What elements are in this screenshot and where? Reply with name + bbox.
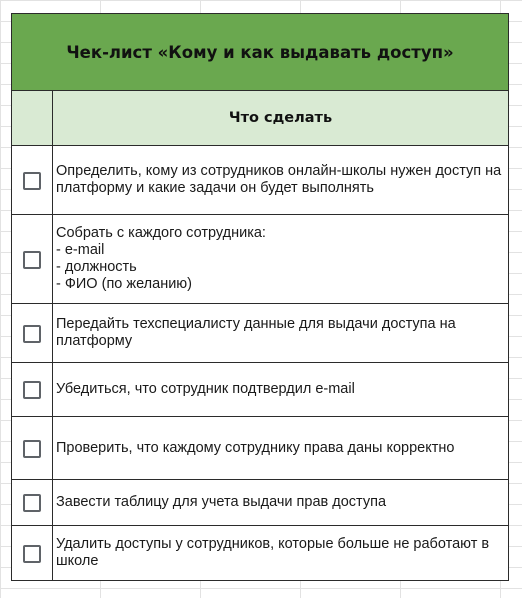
checkbox-cell[interactable] [12, 363, 53, 417]
checkbox[interactable] [23, 440, 41, 458]
task-row [12, 304, 509, 363]
checkbox[interactable] [23, 545, 41, 563]
task-row [12, 215, 509, 304]
checkbox-cell[interactable] [12, 480, 53, 526]
task-text[interactable]: Определить, кому из сотрудников онлайн-школы нужен доступ на платформу и какие задачи он будет выполнять [53, 146, 509, 215]
checkbox[interactable] [23, 251, 41, 269]
column-header[interactable]: Что сделать [53, 91, 509, 146]
checkbox-cell[interactable] [12, 304, 53, 363]
checkbox[interactable] [23, 494, 41, 512]
checkbox-cell[interactable] [12, 146, 53, 215]
task-text[interactable]: Убедиться, что сотрудник подтвердил e-mail [53, 363, 509, 417]
task-text[interactable]: Завести таблицу для учета выдачи прав доступа [53, 480, 509, 526]
task-row [12, 480, 509, 526]
checkbox-cell[interactable] [12, 526, 53, 581]
checklist-table [11, 13, 509, 581]
task-row [12, 363, 509, 417]
task-text[interactable]: Передайть техспециалисту данные для выдачи доступа на платформу [53, 304, 509, 363]
header-empty-cell[interactable] [12, 91, 53, 146]
task-row [12, 526, 509, 581]
checkbox[interactable] [23, 381, 41, 399]
task-text[interactable]: Проверить, что каждому сотруднику права даны корректно [53, 417, 509, 480]
task-text[interactable]: Удалить доступы у сотрудников, которые больше не работают в школе [53, 526, 509, 581]
checklist-title[interactable]: Чек-лист «Кому и как выдавать доступ» [12, 14, 509, 91]
checkbox-cell[interactable] [12, 215, 53, 304]
header-row [12, 91, 509, 146]
checkbox-cell[interactable] [12, 417, 53, 480]
checkbox[interactable] [23, 325, 41, 343]
task-row [12, 146, 509, 215]
checkbox[interactable] [23, 172, 41, 190]
task-row [12, 417, 509, 480]
title-row [12, 14, 509, 91]
task-text[interactable]: Собрать с каждого сотрудника: - e-mail - должность - ФИО (по желанию) [53, 215, 509, 304]
